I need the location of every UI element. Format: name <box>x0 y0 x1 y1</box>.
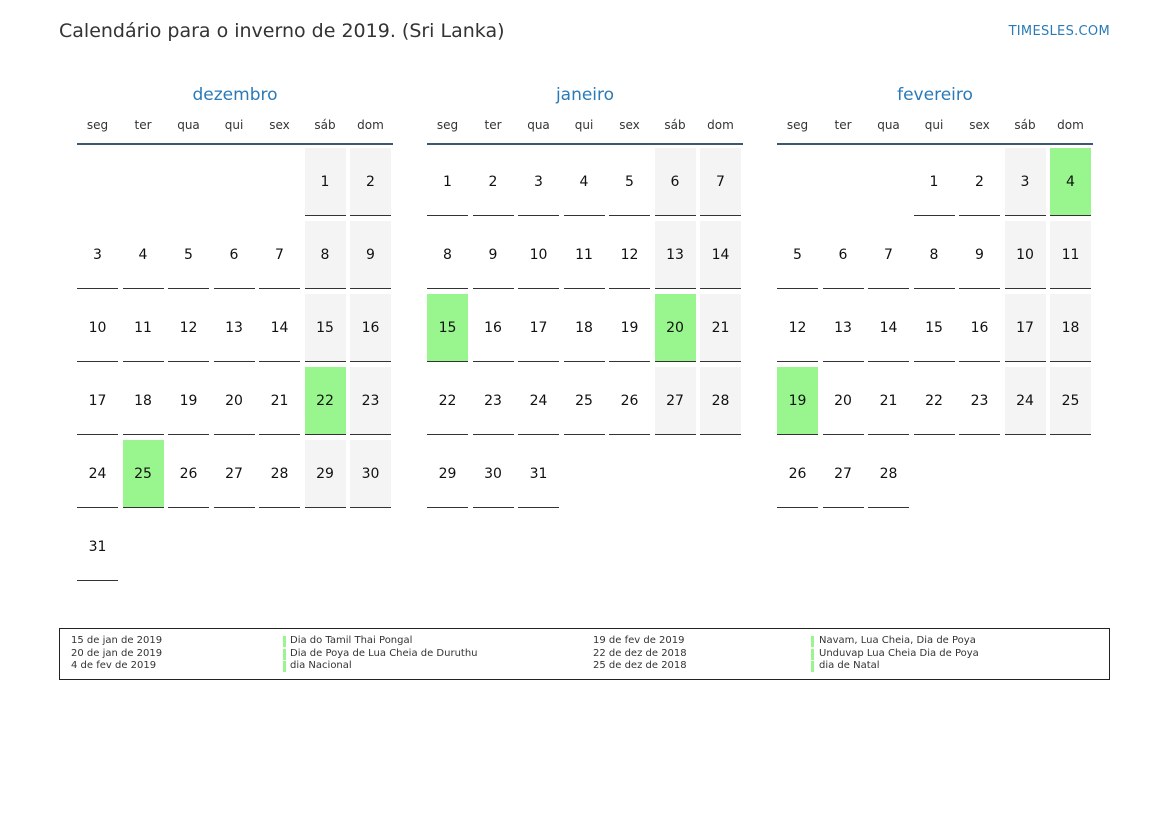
day-cell: 8 <box>427 221 468 289</box>
weekday-label: sex <box>269 118 290 132</box>
day-cell: 10 <box>1005 221 1046 289</box>
day-cell: 17 <box>77 367 118 435</box>
day-cell: 2 <box>959 148 1000 216</box>
weekday-label: sáb <box>1014 118 1036 132</box>
legend-marker <box>811 649 814 660</box>
day-cell: 15 <box>305 294 346 362</box>
day-cell: 14 <box>700 221 741 289</box>
day-cell: 1 <box>305 148 346 216</box>
month-name: janeiro <box>555 85 615 105</box>
day-cell: 16 <box>473 294 514 362</box>
legend-marker <box>283 661 286 672</box>
day-cell: 30 <box>473 440 514 508</box>
legend-name: Unduvap Lua Cheia Dia de Poya <box>819 647 979 659</box>
legend-date: 4 de fev de 2019 <box>71 660 157 671</box>
day-cell: 12 <box>609 221 650 289</box>
day-cell: 14 <box>259 294 300 362</box>
weekday-label: seg <box>86 118 109 132</box>
day-cell: 1 <box>427 148 468 216</box>
weekday-header <box>77 118 393 145</box>
legend-date: 19 de fev de 2019 <box>593 635 685 646</box>
day-cell: 11 <box>123 294 164 362</box>
day-cell: 23 <box>350 367 391 435</box>
legend-name: dia Nacional <box>290 660 352 671</box>
month-name: fevereiro <box>897 85 973 105</box>
month-janeiro <box>427 84 743 482</box>
day-cell: 18 <box>1050 294 1091 362</box>
day-cell: 22 <box>427 367 468 435</box>
day-cell: 10 <box>77 294 118 362</box>
legend-date: 25 de dez de 2018 <box>593 660 687 671</box>
weekday-label: qua <box>877 118 900 132</box>
day-cell: 4 <box>123 221 164 289</box>
weekday-label: ter <box>134 118 152 132</box>
weekday-label: seg <box>436 118 459 132</box>
day-cell: 19 <box>168 367 209 435</box>
day-cell: 7 <box>700 148 741 216</box>
weekday-label: ter <box>484 118 502 132</box>
day-cell: 21 <box>259 367 300 435</box>
weekday-label: qua <box>177 118 200 132</box>
holiday-day-cell: 15 <box>427 294 468 362</box>
day-cell: 25 <box>564 367 605 435</box>
day-cell: 31 <box>77 513 118 581</box>
legend-left-dates <box>71 635 162 673</box>
day-cell: 4 <box>564 148 605 216</box>
day-cell: 31 <box>518 440 559 508</box>
day-cell: 17 <box>518 294 559 362</box>
weekday-label: qui <box>924 118 944 132</box>
day-cell: 8 <box>914 221 955 289</box>
day-cell: 6 <box>655 148 696 216</box>
weekday-label: qua <box>527 118 550 132</box>
month-dezembro <box>77 84 393 555</box>
day-cell: 9 <box>473 221 514 289</box>
legend-left-names <box>290 635 478 673</box>
weekday-label: sex <box>969 118 990 132</box>
day-cell: 28 <box>700 367 741 435</box>
day-cell: 29 <box>427 440 468 508</box>
day-cell: 6 <box>823 221 864 289</box>
legend-marker <box>283 649 286 660</box>
legend-name: Dia do Tamil Thai Pongal <box>290 635 413 646</box>
legend-marker <box>811 636 814 647</box>
holiday-legend <box>59 628 1110 680</box>
day-cell: 12 <box>168 294 209 362</box>
day-cell: 5 <box>777 221 818 289</box>
day-cell: 27 <box>655 367 696 435</box>
weekday-header <box>427 118 743 145</box>
day-cell: 14 <box>868 294 909 362</box>
day-cell: 16 <box>959 294 1000 362</box>
day-cell: 23 <box>473 367 514 435</box>
weekday-label: dom <box>357 118 384 132</box>
day-cell: 20 <box>214 367 255 435</box>
day-cell: 11 <box>1050 221 1091 289</box>
day-cell: 9 <box>350 221 391 289</box>
day-cell: 5 <box>609 148 650 216</box>
day-cell: 6 <box>214 221 255 289</box>
day-cell: 7 <box>868 221 909 289</box>
day-cell: 24 <box>77 440 118 508</box>
weekday-label: sáb <box>664 118 686 132</box>
day-cell: 24 <box>518 367 559 435</box>
day-cell: 30 <box>350 440 391 508</box>
legend-marker <box>811 661 814 672</box>
legend-date: 22 de dez de 2018 <box>593 647 687 659</box>
legend-marker <box>283 636 286 647</box>
weekday-label: ter <box>834 118 852 132</box>
weekday-label: sáb <box>314 118 336 132</box>
day-cell: 16 <box>350 294 391 362</box>
day-cell: 24 <box>1005 367 1046 435</box>
day-cell: 27 <box>823 440 864 508</box>
day-cell: 21 <box>700 294 741 362</box>
day-cell: 23 <box>959 367 1000 435</box>
legend-name: Navam, Lua Cheia, Dia de Poya <box>819 635 976 646</box>
weekday-label: dom <box>707 118 734 132</box>
day-cell: 7 <box>259 221 300 289</box>
day-cell: 13 <box>823 294 864 362</box>
day-cell: 19 <box>609 294 650 362</box>
weekday-label: qui <box>224 118 244 132</box>
legend-date: 15 de jan de 2019 <box>71 635 163 646</box>
holiday-day-cell: 25 <box>123 440 164 508</box>
weekday-label: sex <box>619 118 640 132</box>
day-cell: 17 <box>1005 294 1046 362</box>
day-cell: 13 <box>655 221 696 289</box>
day-cell: 3 <box>518 148 559 216</box>
legend-date: 20 de jan de 2019 <box>71 647 163 659</box>
month-fevereiro <box>777 84 1093 482</box>
day-cell: 11 <box>564 221 605 289</box>
holiday-day-cell: 19 <box>777 367 818 435</box>
page-title: Calendário para o inverno de 2019. (Sri Lanka) <box>59 20 505 42</box>
day-cell: 18 <box>564 294 605 362</box>
day-cell: 13 <box>214 294 255 362</box>
legend-right-dates <box>593 635 687 673</box>
weekday-header <box>777 118 1093 145</box>
holiday-day-cell: 22 <box>305 367 346 435</box>
day-cell: 26 <box>777 440 818 508</box>
legend-right-names <box>819 635 979 673</box>
weekday-label: qui <box>574 118 594 132</box>
weekday-label: dom <box>1057 118 1084 132</box>
day-cell: 3 <box>77 221 118 289</box>
day-cell: 12 <box>777 294 818 362</box>
day-cell: 21 <box>868 367 909 435</box>
day-cell: 27 <box>214 440 255 508</box>
day-cell: 28 <box>868 440 909 508</box>
weekday-label: seg <box>786 118 809 132</box>
day-cell: 28 <box>259 440 300 508</box>
holiday-day-cell: 20 <box>655 294 696 362</box>
day-cell: 22 <box>914 367 955 435</box>
day-cell: 26 <box>168 440 209 508</box>
day-cell: 3 <box>1005 148 1046 216</box>
day-cell: 20 <box>823 367 864 435</box>
legend-name: Dia de Poya de Lua Cheia de Duruthu <box>290 647 478 659</box>
day-cell: 9 <box>959 221 1000 289</box>
day-cell: 8 <box>305 221 346 289</box>
day-cell: 29 <box>305 440 346 508</box>
brand-link[interactable]: TIMESLES.COM <box>1008 24 1110 39</box>
day-cell: 5 <box>168 221 209 289</box>
day-cell: 2 <box>350 148 391 216</box>
day-cell: 18 <box>123 367 164 435</box>
day-cell: 2 <box>473 148 514 216</box>
day-cell: 25 <box>1050 367 1091 435</box>
legend-name: dia de Natal <box>819 660 880 671</box>
day-cell: 26 <box>609 367 650 435</box>
day-cell: 10 <box>518 221 559 289</box>
holiday-day-cell: 4 <box>1050 148 1091 216</box>
month-name: dezembro <box>192 85 278 105</box>
day-cell: 15 <box>914 294 955 362</box>
day-cell: 1 <box>914 148 955 216</box>
